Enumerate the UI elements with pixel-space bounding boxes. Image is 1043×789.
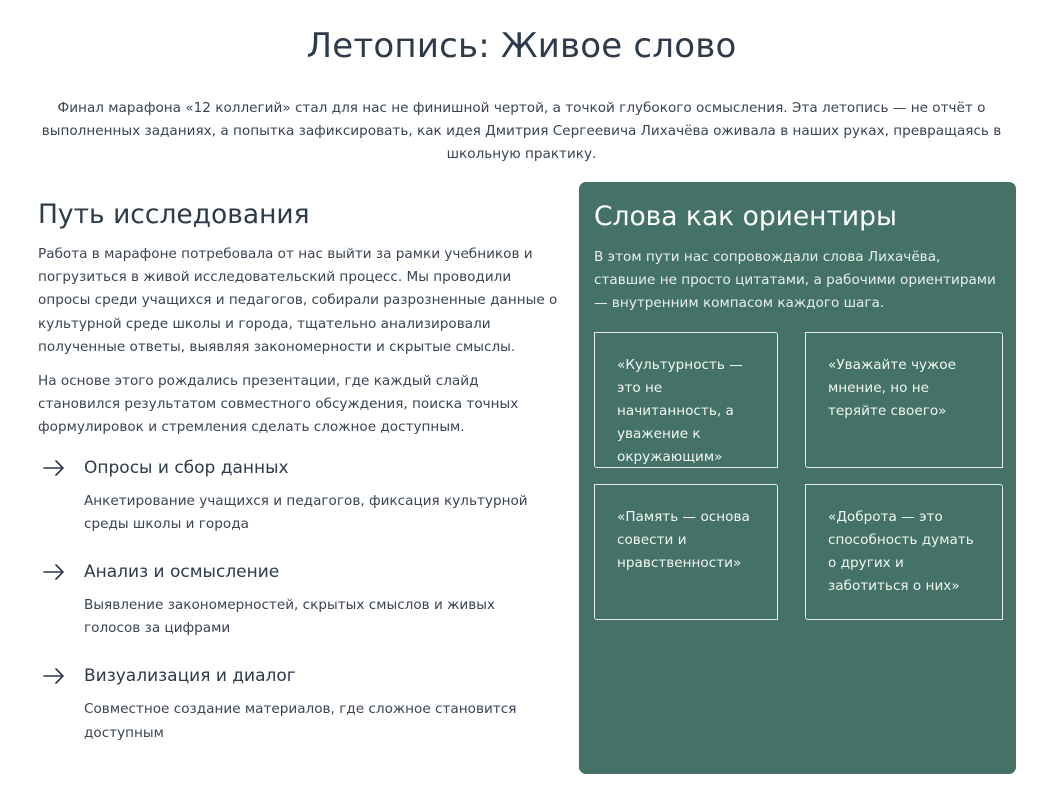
- intro-paragraph: Финал марафона «12 коллегий» стал для нас не финишной чертой, а точкой глубокого осмысления. Эта летопись — не отчёт о выполненных заданиях, а попытка зафиксировать, как идея Дмитрия Сергеевича Лихачёва оживала в наших руках, превращаясь в школьную практику.: [41, 100, 1002, 162]
- research-section: [38, 196, 563, 745]
- step-text: Выявление закономерностей, скрытых смыслов и живых голосов за цифрами: [84, 597, 496, 637]
- research-steps: [38, 456, 563, 745]
- step-text: Совместное создание материалов, где сложное становится доступным: [84, 701, 517, 741]
- research-title: Путь исследования: [38, 199, 310, 230]
- arrow-right-icon: [42, 664, 66, 688]
- research-paragraph-1: Работа в марафоне потребовала от нас выйти за рамки учебников и погрузиться в живой исследовательский процесс. Мы проводили опросы среди учащихся и педагогов, собирали разрозненные данные о культурной среде школы и города, тщательно анализировали полученные ответы, выявляя закономерности и скрытые смыслы.: [38, 246, 558, 355]
- page-title: Летопись: Живое слово: [306, 26, 737, 66]
- step-title: Визуализация и диалог: [84, 666, 296, 687]
- step-item-surveys: [38, 456, 563, 536]
- landmarks-title: Слова как ориентиры: [594, 201, 897, 232]
- research-paragraph-2: На основе этого рождались презентации, где каждый слайд становился результатом совместного обсуждения, поиска точных формулировок и стремления сделать сложное доступным.: [38, 373, 519, 436]
- step-item-visualization: [38, 664, 563, 744]
- step-title: Анализ и осмысление: [84, 562, 280, 583]
- landmarks-panel: [579, 182, 1016, 774]
- landmarks-text: В этом пути нас сопровождали слова Лихачёва, ставшие не просто цитатами, а рабочими ориентирами — внутренним компасом каждого шага.: [594, 249, 996, 311]
- quote-card: «Доброта — это способность думать о других и заботиться о них»: [805, 484, 1002, 620]
- step-title: Опросы и сбор данных: [84, 457, 289, 478]
- arrow-right-icon: [42, 560, 66, 584]
- quote-card: «Культурность — это не начитанность, а уважение к окружающим»: [594, 332, 777, 468]
- step-item-analysis: [38, 560, 563, 640]
- quotes-grid: [594, 332, 1002, 620]
- quote-card: «Память — основа совести и нравственности»: [594, 484, 777, 620]
- quote-card: «Уважайте чужое мнение, но не теряйте своего»: [805, 332, 1002, 468]
- arrow-right-icon: [42, 456, 66, 480]
- step-text: Анкетирование учащихся и педагогов, фиксация культурной среды школы и города: [84, 492, 528, 532]
